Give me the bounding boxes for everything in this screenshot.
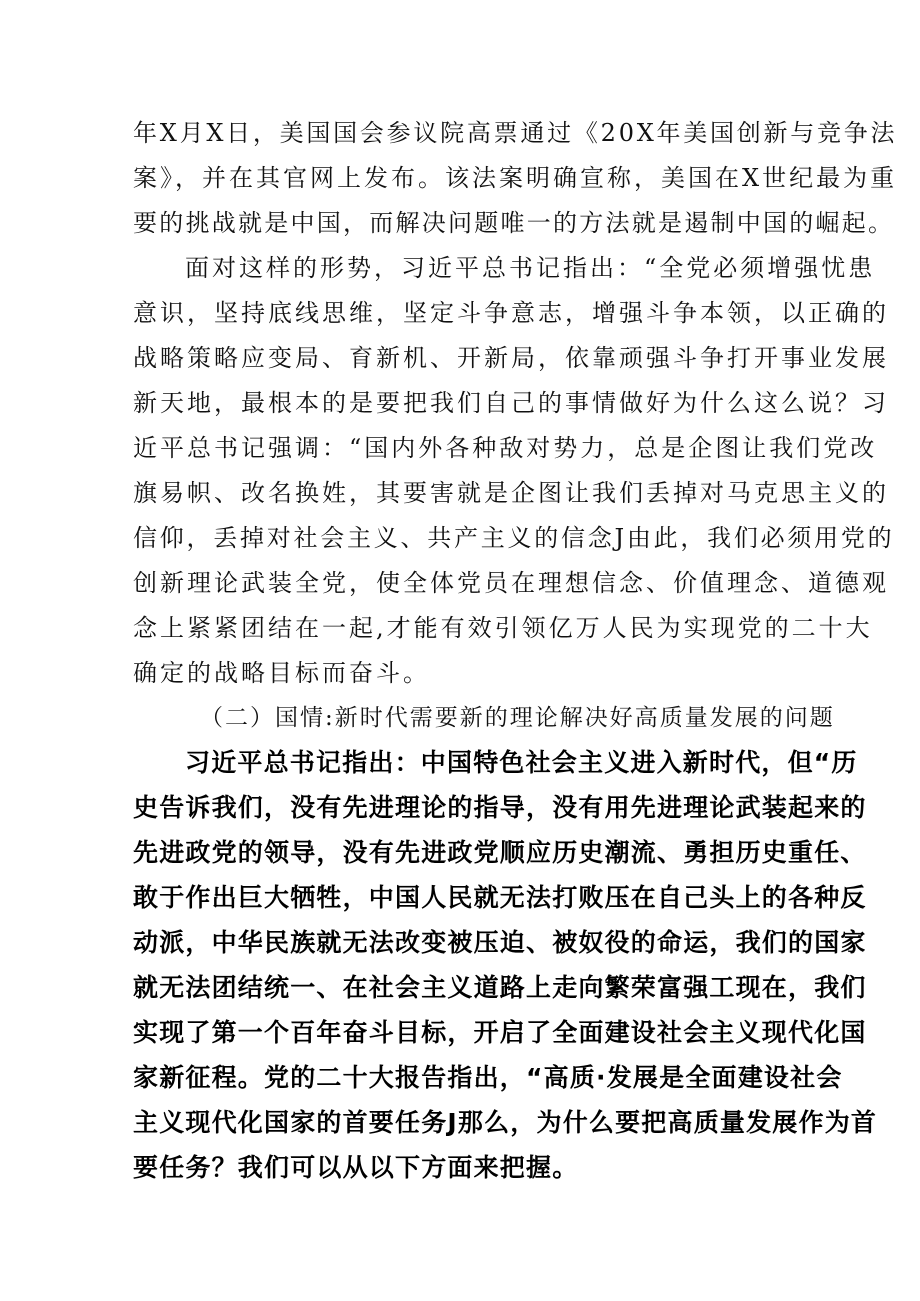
paragraph-2-line-5: 近平总书记强调：“国内外各种敌对势力，总是企图让我们党改 [133,434,878,462]
paragraph-2-line-9: 念上紧紧团结在一起,才能有效引领亿万人民为实现党的二十大 [133,614,873,642]
paragraph-3-line-5: 动派，中华民族就无法改变被压迫、被奴役的命运，我们的国家 [133,928,867,957]
paragraph-3-line-10: 要任务？我们可以从以下方面来把握。 [133,1153,579,1182]
paragraph-3-line-8: 家新征程。党的二十大报告指出，“高质·发展是全面建设社会 [133,1063,843,1092]
paragraph-1-line-1: 年X月X日，美国国会参议院高票通过《20X年美国创新与竞争法 [133,119,898,147]
paragraph-2-line-6: 旗易帜、改名换姓，其要害就是企图让我们丢掉对马克思主义的 [133,479,889,507]
paragraph-3-line-6: 就无法团结统一、在社会主义道路上走向繁荣富强工现在，我们 [133,973,867,1002]
paragraph-2-line-8: 创新理论武装全党，使全体党员在理想信念、价值理念、道德观 [133,569,889,597]
paragraph-3-line-9: 主义现代化国家的首要任务J那么，为什么要把高质量发展作为首 [133,1108,878,1137]
paragraph-2-line-7: 信仰，丢掉对社会主义、共产主义的信念J由此，我们必须用党的 [133,524,895,552]
paragraph-2-line-2: 意识，坚持底线思维，坚定斗争意志，增强斗争本领，以正确的 [133,299,889,327]
paragraph-1-line-2: 案》，并在其官网上发布。该法案明确宣称，美国在X世纪最为重 [133,164,898,192]
paragraph-2-line-1: 面对这样的形势，习近平总书记指出：“全党必须增强忧患 [185,254,876,282]
paragraph-3-line-7: 实现了第一个百年奋斗目标，开启了全面建设社会主义现代化国 [133,1018,867,1047]
paragraph-1-line-3: 要的挑战就是中国，而解决问题唯一的方法就是遏制中国的崛起。 [133,209,895,237]
paragraph-3-line-1: 习近平总书记指出：中国特色社会主义进入新时代，但“历 [185,748,858,777]
paragraph-3-line-2: 史告诉我们，没有先进理论的指导，没有用先进理论武装起来的 [133,793,867,822]
paragraph-2-line-3: 战略策略应变局、育新机、开新局，依靠顽强斗争打开事业发展 [133,344,889,372]
paragraph-3-line-3: 先进政党的领导，没有先进政党顺应历史潮流、勇担历史重任、 [133,838,867,867]
paragraph-3-line-4: 敢于作出巨大牺牲，中国人民就无法打败压在自己头上的各种反 [133,883,867,912]
paragraph-2-line-4: 新天地，最根本的是要把我们自己的事情做好为什么这么说？习 [133,389,889,417]
section-heading: （二）国情:新时代需要新的理论解决好高质量发展的问题 [200,705,835,731]
paragraph-2-line-10: 确定的战略目标而奋斗。 [133,659,430,687]
